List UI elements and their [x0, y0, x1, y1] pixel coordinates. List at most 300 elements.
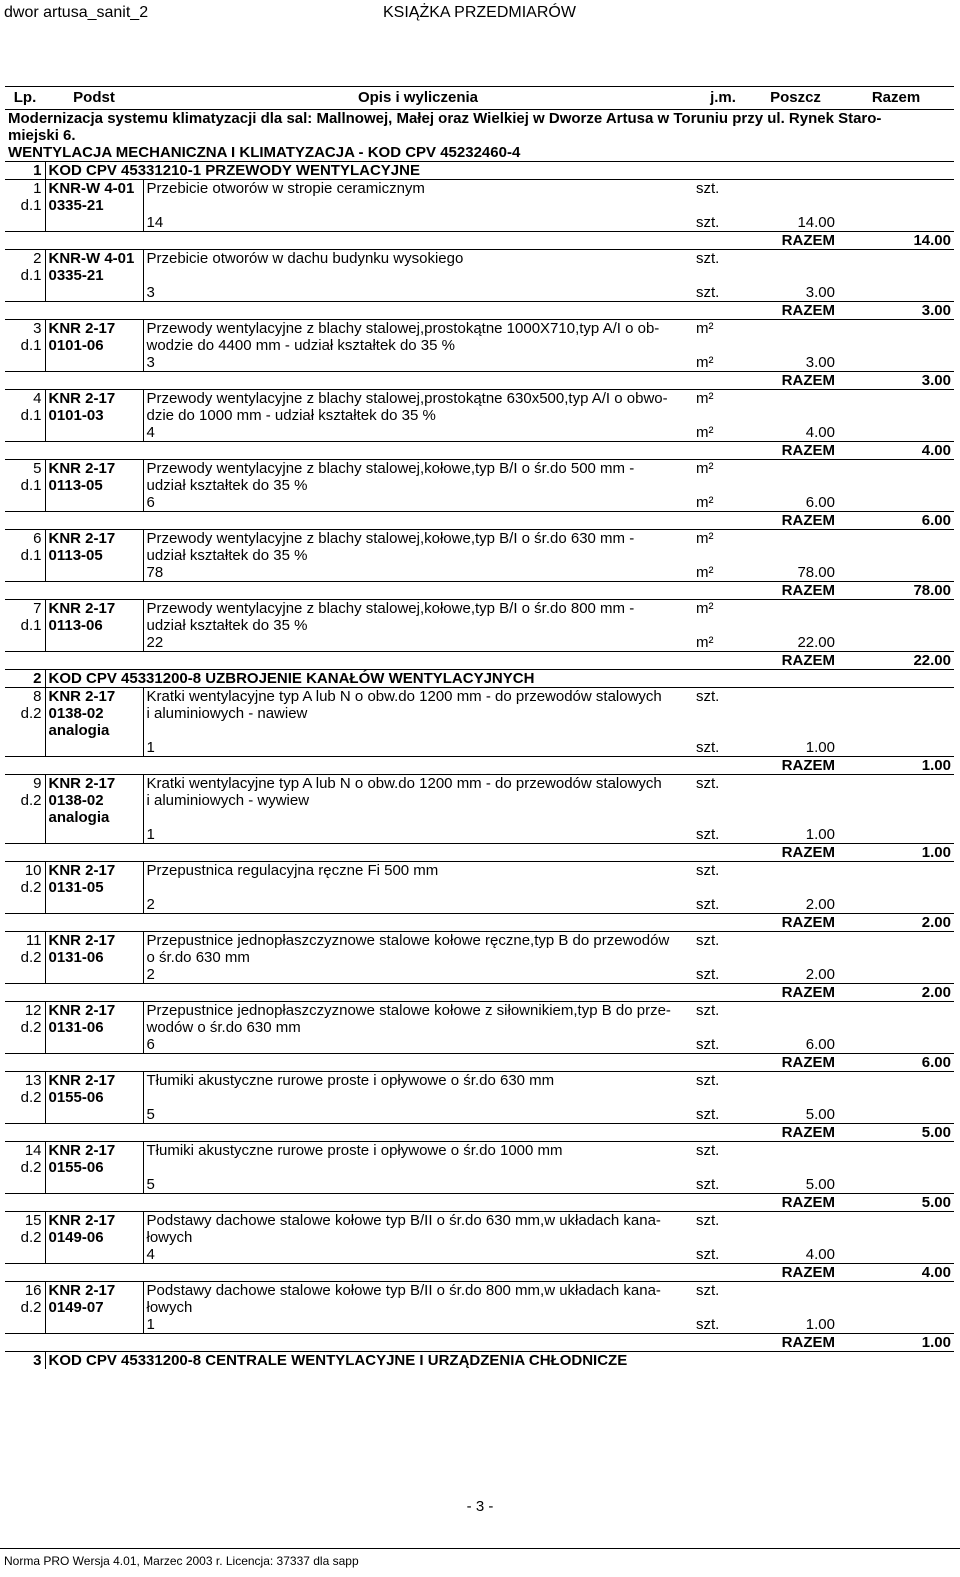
item-calc-row — [5, 826, 954, 844]
item-total-row — [5, 1334, 954, 1352]
table-header-row — [5, 87, 954, 110]
item-chapter: d.1 — [20, 477, 42, 494]
item-chapter: d.2 — [20, 1019, 42, 1036]
item-chapter: d.2 — [20, 879, 42, 896]
item-calc-unit: m² — [696, 564, 714, 581]
item-chapter: d.2 — [20, 1159, 42, 1176]
item-unit: szt. — [693, 250, 753, 268]
item-row — [5, 530, 954, 548]
document-filename: dwor artusa_sanit_2 — [4, 4, 149, 21]
empty-cell — [838, 862, 954, 880]
empty-cell — [45, 1036, 143, 1054]
item-calculation: 6 — [143, 494, 693, 512]
item-total-label: RAZEM — [693, 1334, 838, 1352]
item-number: 4 — [5, 390, 45, 408]
item-calc-row — [5, 284, 954, 302]
empty-cell — [5, 1316, 45, 1334]
item-total-value: 6.00 — [838, 1054, 954, 1072]
item-unit: m² — [693, 460, 753, 478]
item-partial-value: 2.00 — [805, 896, 835, 913]
empty-cell — [838, 1229, 954, 1246]
item-calculation: 5 — [143, 1106, 693, 1124]
item-basis: KNR 2-17 — [45, 1212, 143, 1230]
empty-cell — [838, 792, 954, 809]
section-number: 2 — [5, 670, 45, 688]
item-description: i aluminiowych - wywiew — [143, 792, 693, 809]
empty-cell — [753, 705, 838, 722]
empty-cell — [753, 809, 838, 826]
item-total-value: 5.00 — [838, 1194, 954, 1212]
item-row — [5, 792, 954, 809]
item-partial-value: 6.00 — [805, 1036, 835, 1053]
item-basis: KNR 2-17 — [45, 688, 143, 706]
empty-cell — [693, 722, 753, 739]
empty-cell — [5, 214, 45, 232]
item-basis: KNR 2-17 — [45, 932, 143, 950]
item-row — [5, 688, 954, 706]
document-title: KSIĄŻKA PRZEDMIARÓW — [383, 4, 576, 21]
item-total-value: 5.00 — [838, 1124, 954, 1142]
empty-cell — [5, 372, 693, 390]
item-calc-unit: szt. — [696, 214, 720, 231]
item-total-row — [5, 232, 954, 250]
item-calc-unit: szt. — [696, 284, 720, 301]
empty-cell — [5, 512, 693, 530]
item-basis: 0131-05 — [45, 879, 143, 896]
empty-cell — [838, 617, 954, 634]
item-number: 14 — [5, 1142, 45, 1160]
item-description: Przewody wentylacyjne z blachy stalowej,prostokątne 1000X710,typ A/I o ob- — [143, 320, 693, 338]
item-row — [5, 1142, 954, 1160]
item-total-label: RAZEM — [693, 232, 838, 250]
empty-cell — [753, 1159, 838, 1176]
item-total-label: RAZEM — [693, 984, 838, 1002]
empty-cell — [838, 809, 954, 826]
item-calc-unit: m² — [696, 354, 714, 371]
item-calc-row — [5, 494, 954, 512]
empty-cell — [838, 320, 954, 338]
item-total-value: 2.00 — [838, 914, 954, 932]
empty-cell — [5, 442, 693, 460]
item-description: Tłumiki akustyczne rurowe proste i opływowe o śr.do 1000 mm — [143, 1142, 693, 1160]
empty-cell — [5, 844, 693, 862]
col-header-poszcz: Poszcz — [753, 87, 838, 110]
item-description: Podstawy dachowe stalowe kołowe typ B/II o śr.do 630 mm,w układach kana- — [143, 1212, 693, 1230]
empty-cell — [143, 722, 693, 739]
empty-cell — [45, 494, 143, 512]
item-basis: KNR-W 4-01 — [45, 180, 143, 198]
item-calc-unit: m² — [696, 634, 714, 651]
empty-cell — [143, 1089, 693, 1106]
item-row — [5, 775, 954, 793]
item-basis: 0138-02 — [45, 705, 143, 722]
item-description: Przepustnica regulacyjna ręczne Fi 500 mm — [143, 862, 693, 880]
empty-cell — [838, 739, 954, 757]
item-chapter: d.1 — [20, 337, 42, 354]
item-calc-unit: szt. — [696, 1246, 720, 1263]
empty-cell — [5, 914, 693, 932]
empty-cell — [753, 949, 838, 966]
empty-cell — [693, 1089, 753, 1106]
item-number: 11 — [5, 932, 45, 950]
item-calc-unit: szt. — [696, 1176, 720, 1193]
item-number: 5 — [5, 460, 45, 478]
item-total-row — [5, 1194, 954, 1212]
item-total-row — [5, 757, 954, 775]
item-description: Przewody wentylacyjne z blachy stalowej,prostokątne 630x500,typ A/I o obwo- — [143, 390, 693, 408]
empty-cell — [753, 862, 838, 880]
item-calculation: 2 — [143, 966, 693, 984]
empty-cell — [45, 564, 143, 582]
empty-cell — [5, 826, 45, 844]
item-total-label: RAZEM — [693, 302, 838, 320]
item-total-value: 1.00 — [838, 844, 954, 862]
empty-cell — [693, 1229, 753, 1246]
item-row — [5, 460, 954, 478]
empty-cell — [753, 1019, 838, 1036]
item-calc-row — [5, 1316, 954, 1334]
item-total-row — [5, 442, 954, 460]
item-description: Przewody wentylacyjne z blachy stalowej,kołowe,typ B/I o śr.do 500 mm - — [143, 460, 693, 478]
empty-cell — [693, 1019, 753, 1036]
item-total-label: RAZEM — [693, 844, 838, 862]
item-total-value: 1.00 — [838, 1334, 954, 1352]
item-description: Przebicie otworów w stropie ceramicznym — [143, 180, 693, 198]
item-row — [5, 1212, 954, 1230]
section-title: KOD CPV 45331210-1 PRZEWODY WENTYLACYJNE — [45, 162, 954, 180]
item-calc-row — [5, 739, 954, 757]
item-total-row — [5, 372, 954, 390]
item-description: Przebicie otworów w dachu budynku wysokiego — [143, 250, 693, 268]
item-calc-unit: szt. — [696, 1036, 720, 1053]
empty-cell — [693, 809, 753, 826]
item-row — [5, 337, 954, 354]
item-total-row — [5, 914, 954, 932]
empty-cell — [693, 337, 753, 354]
estimate-table — [5, 86, 954, 1369]
estimate-document — [5, 86, 954, 1369]
empty-cell — [5, 302, 693, 320]
item-basis: 0335-21 — [45, 197, 143, 214]
item-row — [5, 879, 954, 896]
section-title: KOD CPV 45331200-8 UZBROJENIE KANAŁÓW WENTYLACYJNYCH — [45, 670, 954, 688]
empty-cell — [753, 722, 838, 739]
empty-cell — [753, 547, 838, 564]
empty-cell — [5, 739, 45, 757]
empty-cell — [693, 879, 753, 896]
item-total-value: 4.00 — [838, 1264, 954, 1282]
empty-cell — [838, 932, 954, 950]
item-basis: 0149-06 — [45, 1229, 143, 1246]
item-row — [5, 932, 954, 950]
item-basis: 0335-21 — [45, 267, 143, 284]
page-header — [0, 4, 960, 26]
item-calc-unit: szt. — [696, 1316, 720, 1333]
item-description: udział kształtek do 35 % — [143, 477, 693, 494]
empty-cell — [5, 1246, 45, 1264]
item-number: 15 — [5, 1212, 45, 1230]
item-calc-row — [5, 966, 954, 984]
item-calc-unit: m² — [696, 424, 714, 441]
item-number: 10 — [5, 862, 45, 880]
item-row — [5, 600, 954, 618]
item-chapter: d.2 — [20, 792, 42, 809]
empty-cell — [838, 1142, 954, 1160]
item-total-value: 6.00 — [838, 512, 954, 530]
item-unit: szt. — [693, 932, 753, 950]
item-total-row — [5, 1124, 954, 1142]
item-partial-value: 4.00 — [805, 424, 835, 441]
item-calc-row — [5, 564, 954, 582]
empty-cell — [45, 966, 143, 984]
empty-cell — [143, 879, 693, 896]
item-number: 7 — [5, 600, 45, 618]
project-title-row — [5, 110, 954, 128]
empty-cell — [753, 250, 838, 268]
col-header-jm: j.m. — [693, 87, 753, 110]
item-description: Przewody wentylacyjne z blachy stalowej,kołowe,typ B/I o śr.do 630 mm - — [143, 530, 693, 548]
empty-cell — [5, 1054, 693, 1072]
item-chapter: d.1 — [20, 267, 42, 284]
empty-cell — [753, 267, 838, 284]
empty-cell — [753, 1212, 838, 1230]
estimate-table-body — [5, 87, 954, 1370]
item-row — [5, 1229, 954, 1246]
item-calc-row — [5, 354, 954, 372]
item-partial-value: 14.00 — [797, 214, 835, 231]
item-chapter: d.1 — [20, 617, 42, 634]
item-unit: szt. — [693, 1282, 753, 1300]
empty-cell — [838, 634, 954, 652]
empty-cell — [45, 896, 143, 914]
empty-cell — [838, 775, 954, 793]
item-total-row — [5, 512, 954, 530]
empty-cell — [838, 284, 954, 302]
item-calculation: 22 — [143, 634, 693, 652]
empty-cell — [753, 477, 838, 494]
item-calculation: 78 — [143, 564, 693, 582]
empty-cell — [838, 879, 954, 896]
empty-cell — [838, 547, 954, 564]
empty-cell — [45, 1176, 143, 1194]
empty-cell — [693, 267, 753, 284]
group-title-row — [5, 144, 954, 162]
item-row — [5, 1299, 954, 1316]
item-basis: 0155-06 — [45, 1089, 143, 1106]
item-total-value: 78.00 — [838, 582, 954, 600]
item-number: 16 — [5, 1282, 45, 1300]
empty-cell — [753, 1002, 838, 1020]
item-total-label: RAZEM — [693, 757, 838, 775]
item-calculation: 1 — [143, 739, 693, 757]
item-chapter: d.2 — [20, 1299, 42, 1316]
empty-cell — [5, 1124, 693, 1142]
item-calc-row — [5, 1246, 954, 1264]
item-partial-value: 3.00 — [805, 354, 835, 371]
empty-cell — [838, 1246, 954, 1264]
empty-cell — [753, 197, 838, 214]
empty-cell — [753, 337, 838, 354]
item-calc-row — [5, 214, 954, 232]
empty-cell — [693, 1299, 753, 1316]
item-number: 13 — [5, 1072, 45, 1090]
item-basis: KNR 2-17 — [45, 390, 143, 408]
item-basis: KNR 2-17 — [45, 862, 143, 880]
item-total-value: 4.00 — [838, 442, 954, 460]
empty-cell — [838, 1282, 954, 1300]
item-row — [5, 267, 954, 284]
item-calc-row — [5, 634, 954, 652]
item-row — [5, 180, 954, 198]
item-unit: szt. — [693, 1002, 753, 1020]
item-chapter: d.1 — [20, 547, 42, 564]
empty-cell — [838, 1159, 954, 1176]
empty-cell — [838, 600, 954, 618]
item-total-label: RAZEM — [693, 1264, 838, 1282]
item-basis: 0101-03 — [45, 407, 143, 424]
item-partial-value: 78.00 — [797, 564, 835, 581]
item-total-row — [5, 1264, 954, 1282]
section-number: 1 — [5, 162, 45, 180]
empty-cell — [693, 792, 753, 809]
empty-cell — [838, 197, 954, 214]
empty-cell — [5, 1036, 45, 1054]
item-calculation: 1 — [143, 826, 693, 844]
item-basis: analogia — [45, 809, 143, 826]
item-calc-unit: szt. — [696, 896, 720, 913]
item-unit: szt. — [693, 1142, 753, 1160]
empty-cell — [5, 424, 45, 442]
item-chapter: d.1 — [20, 407, 42, 424]
item-number: 8 — [5, 688, 45, 706]
item-number: 9 — [5, 775, 45, 793]
item-row — [5, 250, 954, 268]
empty-cell — [5, 1176, 45, 1194]
page-number: - 3 - — [466, 1498, 494, 1515]
empty-cell — [5, 284, 45, 302]
item-basis: KNR 2-17 — [45, 775, 143, 793]
empty-cell — [5, 896, 45, 914]
item-row — [5, 1089, 954, 1106]
empty-cell — [45, 634, 143, 652]
item-description: wodów o śr.do 630 mm — [143, 1019, 693, 1036]
empty-cell — [143, 267, 693, 284]
item-calculation: 3 — [143, 354, 693, 372]
empty-cell — [45, 1246, 143, 1264]
item-description: Kratki wentylacyjne typ A lub N o obw.do 1200 mm - do przewodów stalowych — [143, 775, 693, 793]
item-total-label: RAZEM — [693, 1194, 838, 1212]
empty-cell — [45, 739, 143, 757]
empty-cell — [838, 477, 954, 494]
empty-cell — [5, 757, 693, 775]
item-description: udział kształtek do 35 % — [143, 617, 693, 634]
item-row — [5, 617, 954, 634]
empty-cell — [838, 826, 954, 844]
section-row — [5, 670, 954, 688]
empty-cell — [45, 424, 143, 442]
item-description: o śr.do 630 mm — [143, 949, 693, 966]
item-description: Przepustnice jednopłaszczyznowe stalowe kołowe z siłownikiem,typ B do prze- — [143, 1002, 693, 1020]
empty-cell — [693, 547, 753, 564]
empty-cell — [5, 354, 45, 372]
section-number: 3 — [5, 1352, 45, 1370]
empty-cell — [45, 1316, 143, 1334]
item-basis: KNR 2-17 — [45, 530, 143, 548]
item-total-label: RAZEM — [693, 1124, 838, 1142]
empty-cell — [45, 214, 143, 232]
item-partial-value: 22.00 — [797, 634, 835, 651]
empty-cell — [838, 1316, 954, 1334]
section-row — [5, 1352, 954, 1370]
empty-cell — [753, 1142, 838, 1160]
empty-cell — [838, 460, 954, 478]
empty-cell — [838, 1089, 954, 1106]
empty-cell — [753, 617, 838, 634]
item-row — [5, 705, 954, 722]
item-row — [5, 477, 954, 494]
item-partial-value: 6.00 — [805, 494, 835, 511]
item-row — [5, 1019, 954, 1036]
project-title-line2: miejski 6. — [8, 127, 76, 144]
empty-cell — [838, 180, 954, 198]
empty-cell — [753, 600, 838, 618]
empty-cell — [693, 1159, 753, 1176]
item-total-value: 2.00 — [838, 984, 954, 1002]
empty-cell — [753, 1282, 838, 1300]
section-row — [5, 162, 954, 180]
item-number: 1 — [5, 180, 45, 198]
empty-cell — [753, 407, 838, 424]
empty-cell — [693, 477, 753, 494]
empty-cell — [5, 966, 45, 984]
item-row — [5, 547, 954, 564]
empty-cell — [838, 530, 954, 548]
item-calc-row — [5, 1036, 954, 1054]
empty-cell — [45, 354, 143, 372]
empty-cell — [838, 214, 954, 232]
item-calculation: 4 — [143, 424, 693, 442]
empty-cell — [753, 688, 838, 706]
item-total-label: RAZEM — [693, 512, 838, 530]
empty-cell — [753, 390, 838, 408]
item-basis: KNR 2-17 — [45, 600, 143, 618]
item-basis: 0113-06 — [45, 617, 143, 634]
item-calc-unit: m² — [696, 494, 714, 511]
item-row — [5, 862, 954, 880]
item-description: wodzie do 4400 mm - udział kształtek do 35 % — [143, 337, 693, 354]
empty-cell — [45, 1106, 143, 1124]
item-row — [5, 1159, 954, 1176]
item-basis: 0131-06 — [45, 1019, 143, 1036]
item-description: Podstawy dachowe stalowe kołowe typ B/II o śr.do 800 mm,w układach kana- — [143, 1282, 693, 1300]
item-basis: KNR-W 4-01 — [45, 250, 143, 268]
empty-cell — [838, 1072, 954, 1090]
item-basis: KNR 2-17 — [45, 1072, 143, 1090]
empty-cell — [838, 564, 954, 582]
empty-cell — [693, 949, 753, 966]
empty-cell — [838, 1212, 954, 1230]
empty-cell — [5, 1194, 693, 1212]
item-partial-value: 1.00 — [805, 739, 835, 756]
item-total-label: RAZEM — [693, 652, 838, 670]
empty-cell — [5, 809, 45, 826]
group-title: WENTYLACJA MECHANICZNA I KLIMATYZACJA - KOD CPV 45232460-4 — [5, 144, 954, 162]
footer-license: Norma PRO Wersja 4.01, Marzec 2003 r. Licencja: 37337 dla sapp — [4, 1554, 359, 1568]
empty-cell — [838, 390, 954, 408]
item-calculation: 4 — [143, 1246, 693, 1264]
item-total-label: RAZEM — [693, 442, 838, 460]
project-title-line1: Modernizacja systemu klimatyzacji dla sal: Mallnowej, Małej oraz Wielkiej w Dworze Artusa w Toruniu przy ul. Rynek Staro- — [8, 110, 882, 127]
